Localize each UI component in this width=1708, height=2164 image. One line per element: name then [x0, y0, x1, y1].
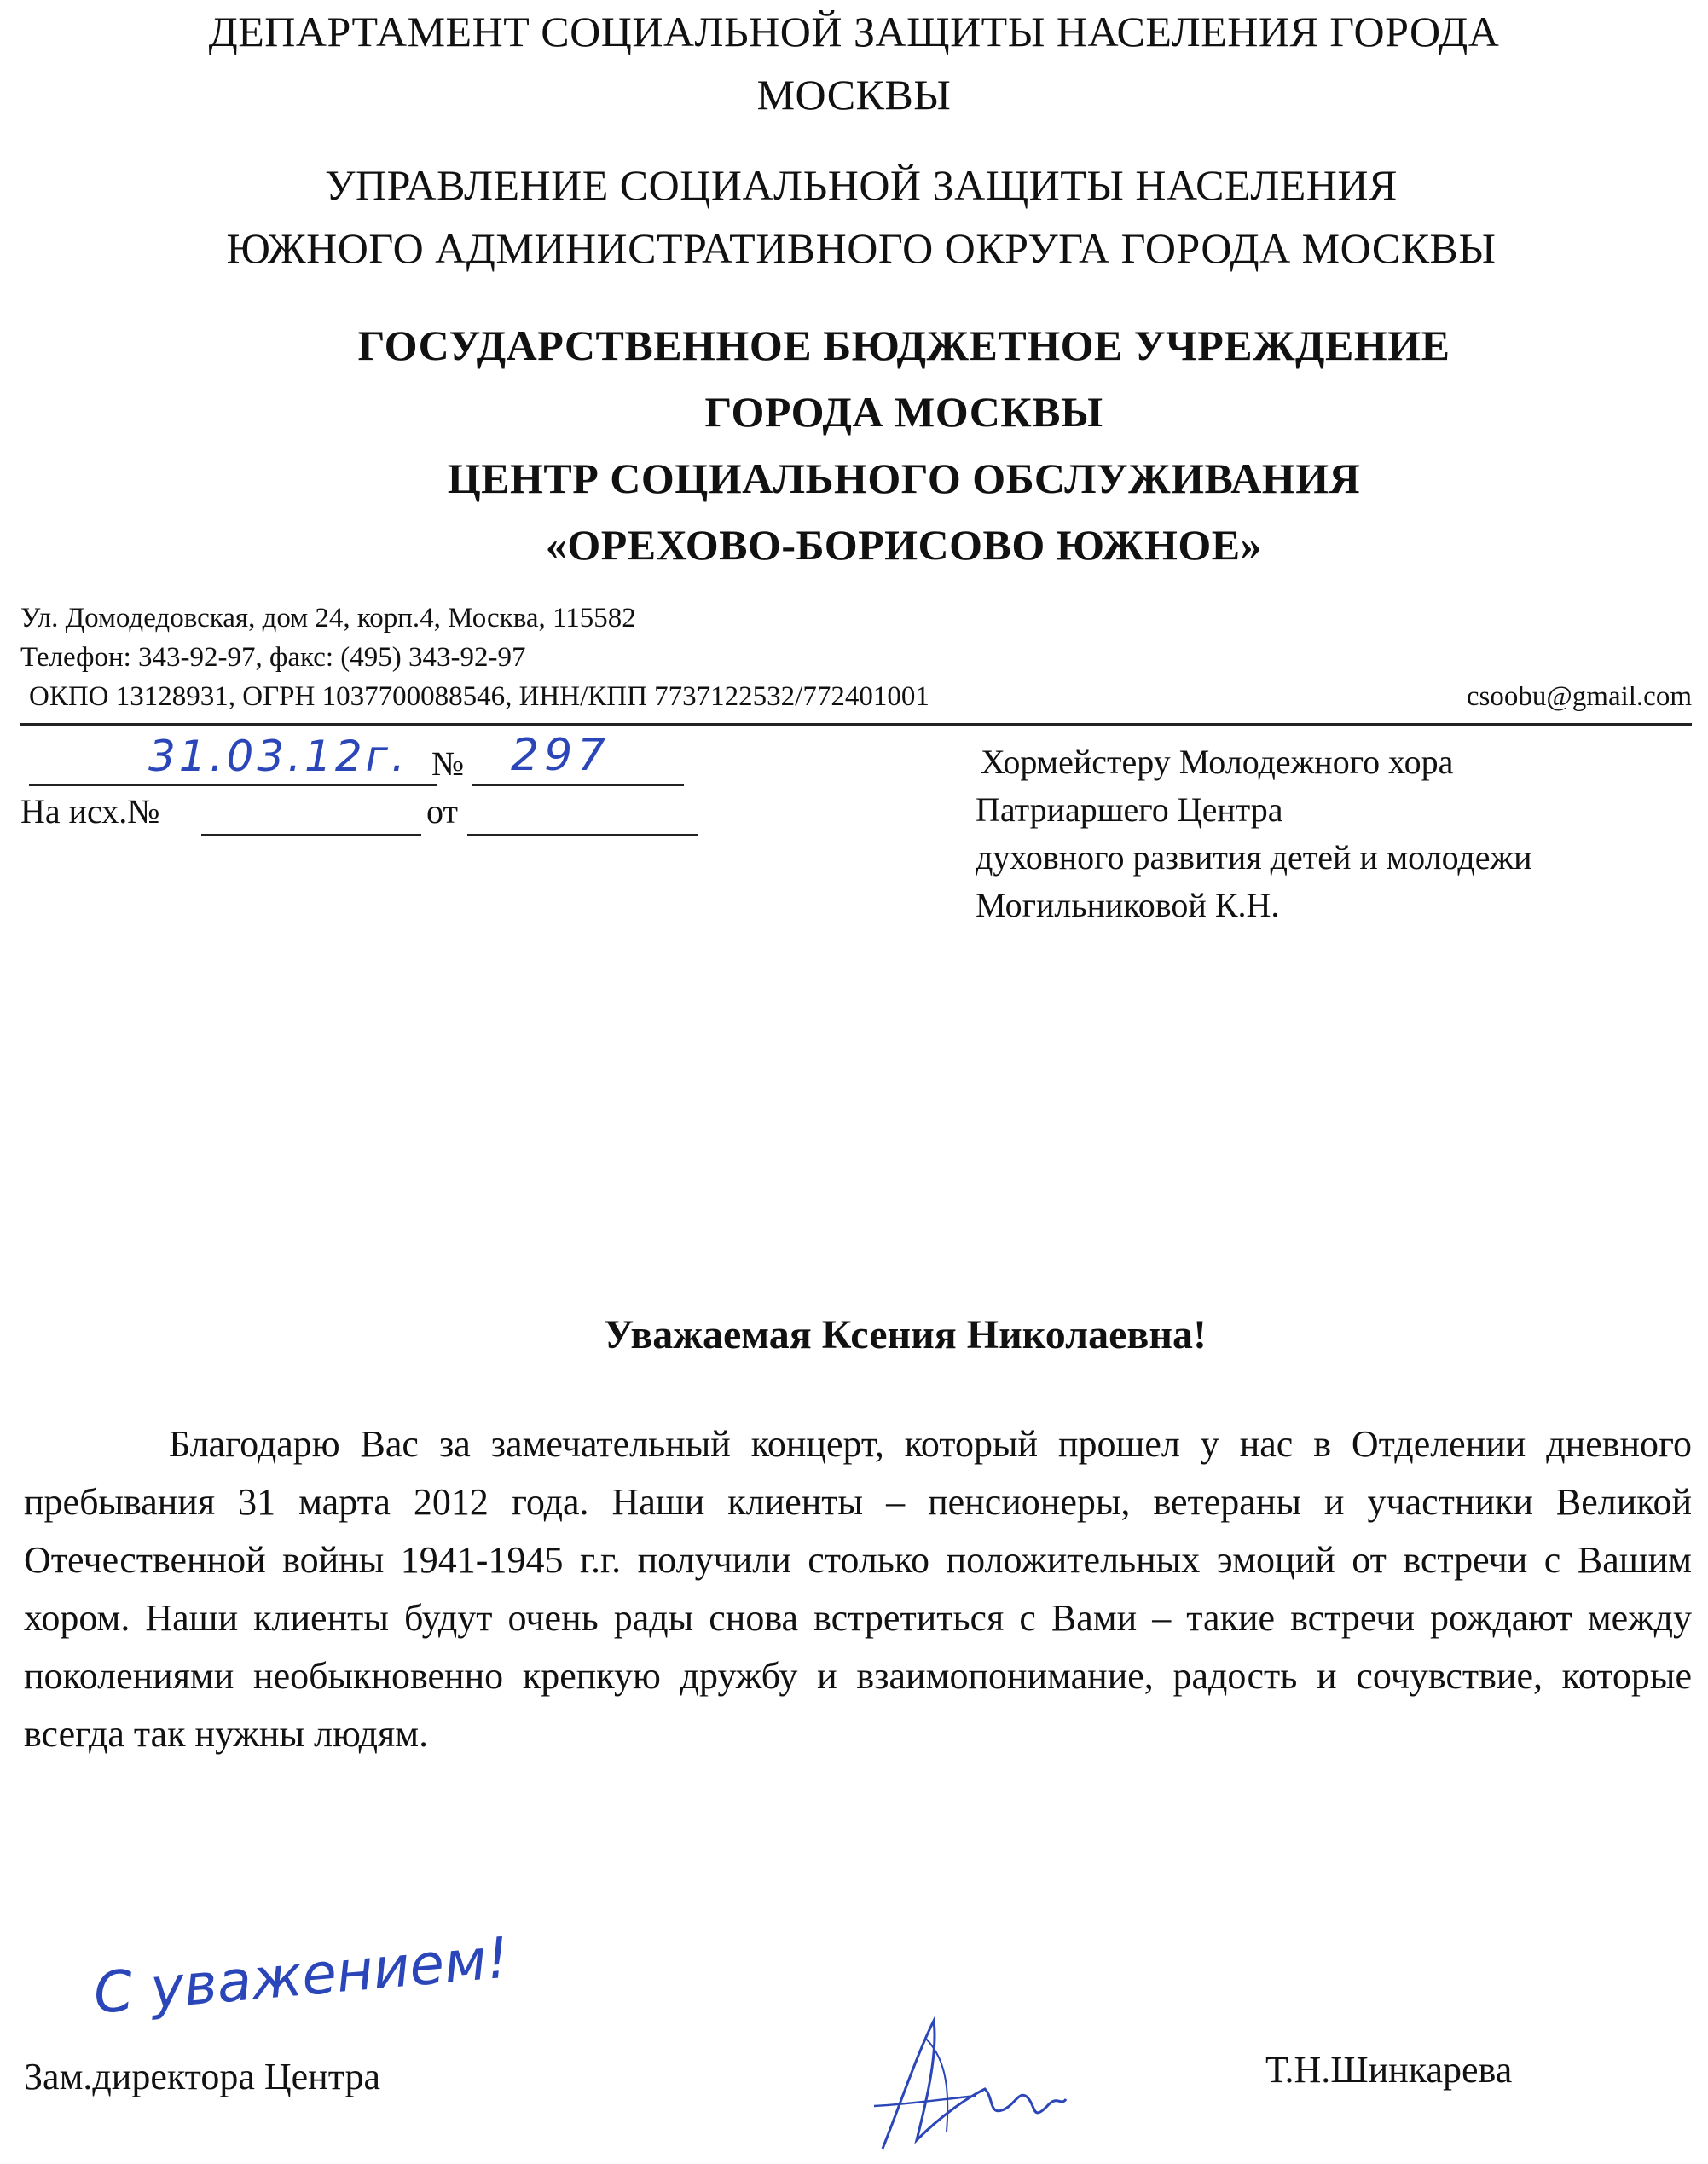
number-handwritten: 297	[511, 730, 611, 781]
from-line	[467, 834, 698, 836]
closing-handwritten: С уважением!	[90, 1924, 512, 2027]
letter-body: Благодарю Вас за замечательный концерт, который прошел у нас в Отделении дневного пребывания 31 марта 2012 года. Наши клиенты – пенсионеры, ветераны и участники Великой Отечественной войны 1941-1945 г.г. получили столько положительных эмоций от встречи с Вашим хором. Наши клиенты будут очень рады снова встретиться с Вами – такие встречи рождают между поколениями необыкновенно крепкую дружбу и взаимопонимание, радость и сочувствие, которые всегда так нужны людям.	[24, 1423, 1692, 1755]
signer-position: Зам.директора Центра	[24, 2056, 380, 2097]
header-line-department: ДЕПАРТАМЕНТ СОЦИАЛЬНОЙ ЗАЩИТЫ НАСЕЛЕНИЯ ГОРОДА	[208, 8, 1500, 55]
from-label: от	[426, 792, 458, 830]
signer-name: Т.Н.Шинкарева	[1265, 2049, 1513, 2091]
reference-label: На исх.№	[20, 792, 160, 830]
org-name-line1: ГОСУДАРСТВЕННОЕ БЮДЖЕТНОЕ УЧРЕЖДЕНИЕ	[357, 321, 1450, 369]
header-divider	[20, 723, 1692, 726]
recipient-block	[976, 738, 1692, 929]
contact-codes: ОКПО 13128931, ОГРН 1037700088546, ИНН/КПП 7737122532/772401001	[29, 681, 929, 712]
header-line-district: ЮЖНОГО АДМИНИСТРАТИВНОГО ОКРУГА ГОРОДА МОСКВЫ	[226, 224, 1497, 272]
number-line	[472, 784, 684, 786]
recipient-line3: духовного развития детей и молодежи	[976, 838, 1532, 877]
registration-block	[20, 730, 703, 844]
org-name-line3: ЦЕНТР СОЦИАЛЬНОГО ОБСЛУЖИВАНИЯ	[447, 454, 1361, 502]
recipient-line2: Патриаршего Центра	[976, 790, 1283, 829]
number-label: №	[431, 744, 465, 783]
contact-email[interactable]: csoobu@gmail.com	[1466, 681, 1692, 712]
contact-phone: Телефон: 343-92-97, факс: (495) 343-92-97	[20, 642, 526, 673]
date-handwritten: 31.03.12г.	[148, 732, 408, 781]
reference-line	[201, 834, 421, 836]
org-name-line4: «ОРЕХОВО-БОРИСОВО ЮЖНОЕ»	[545, 521, 1263, 569]
salutation: Уважаемая Ксения Николаевна!	[604, 1312, 1207, 1357]
header-line-directorate: УПРАВЛЕНИЕ СОЦИАЛЬНОЙ ЗАЩИТЫ НАСЕЛЕНИЯ	[325, 161, 1398, 209]
recipient-line4: Могильниковой К.Н.	[976, 886, 1280, 924]
org-name-line2: ГОРОДА МОСКВЫ	[704, 388, 1103, 436]
date-line	[29, 784, 437, 786]
recipient-line1: Хормейстеру Молодежного хора	[981, 743, 1454, 781]
contact-address: Ул. Домодедовская, дом 24, корп.4, Москва, 115582	[20, 603, 636, 634]
signature-mark	[866, 2004, 1070, 2157]
header-line-moscow: МОСКВЫ	[756, 71, 952, 119]
